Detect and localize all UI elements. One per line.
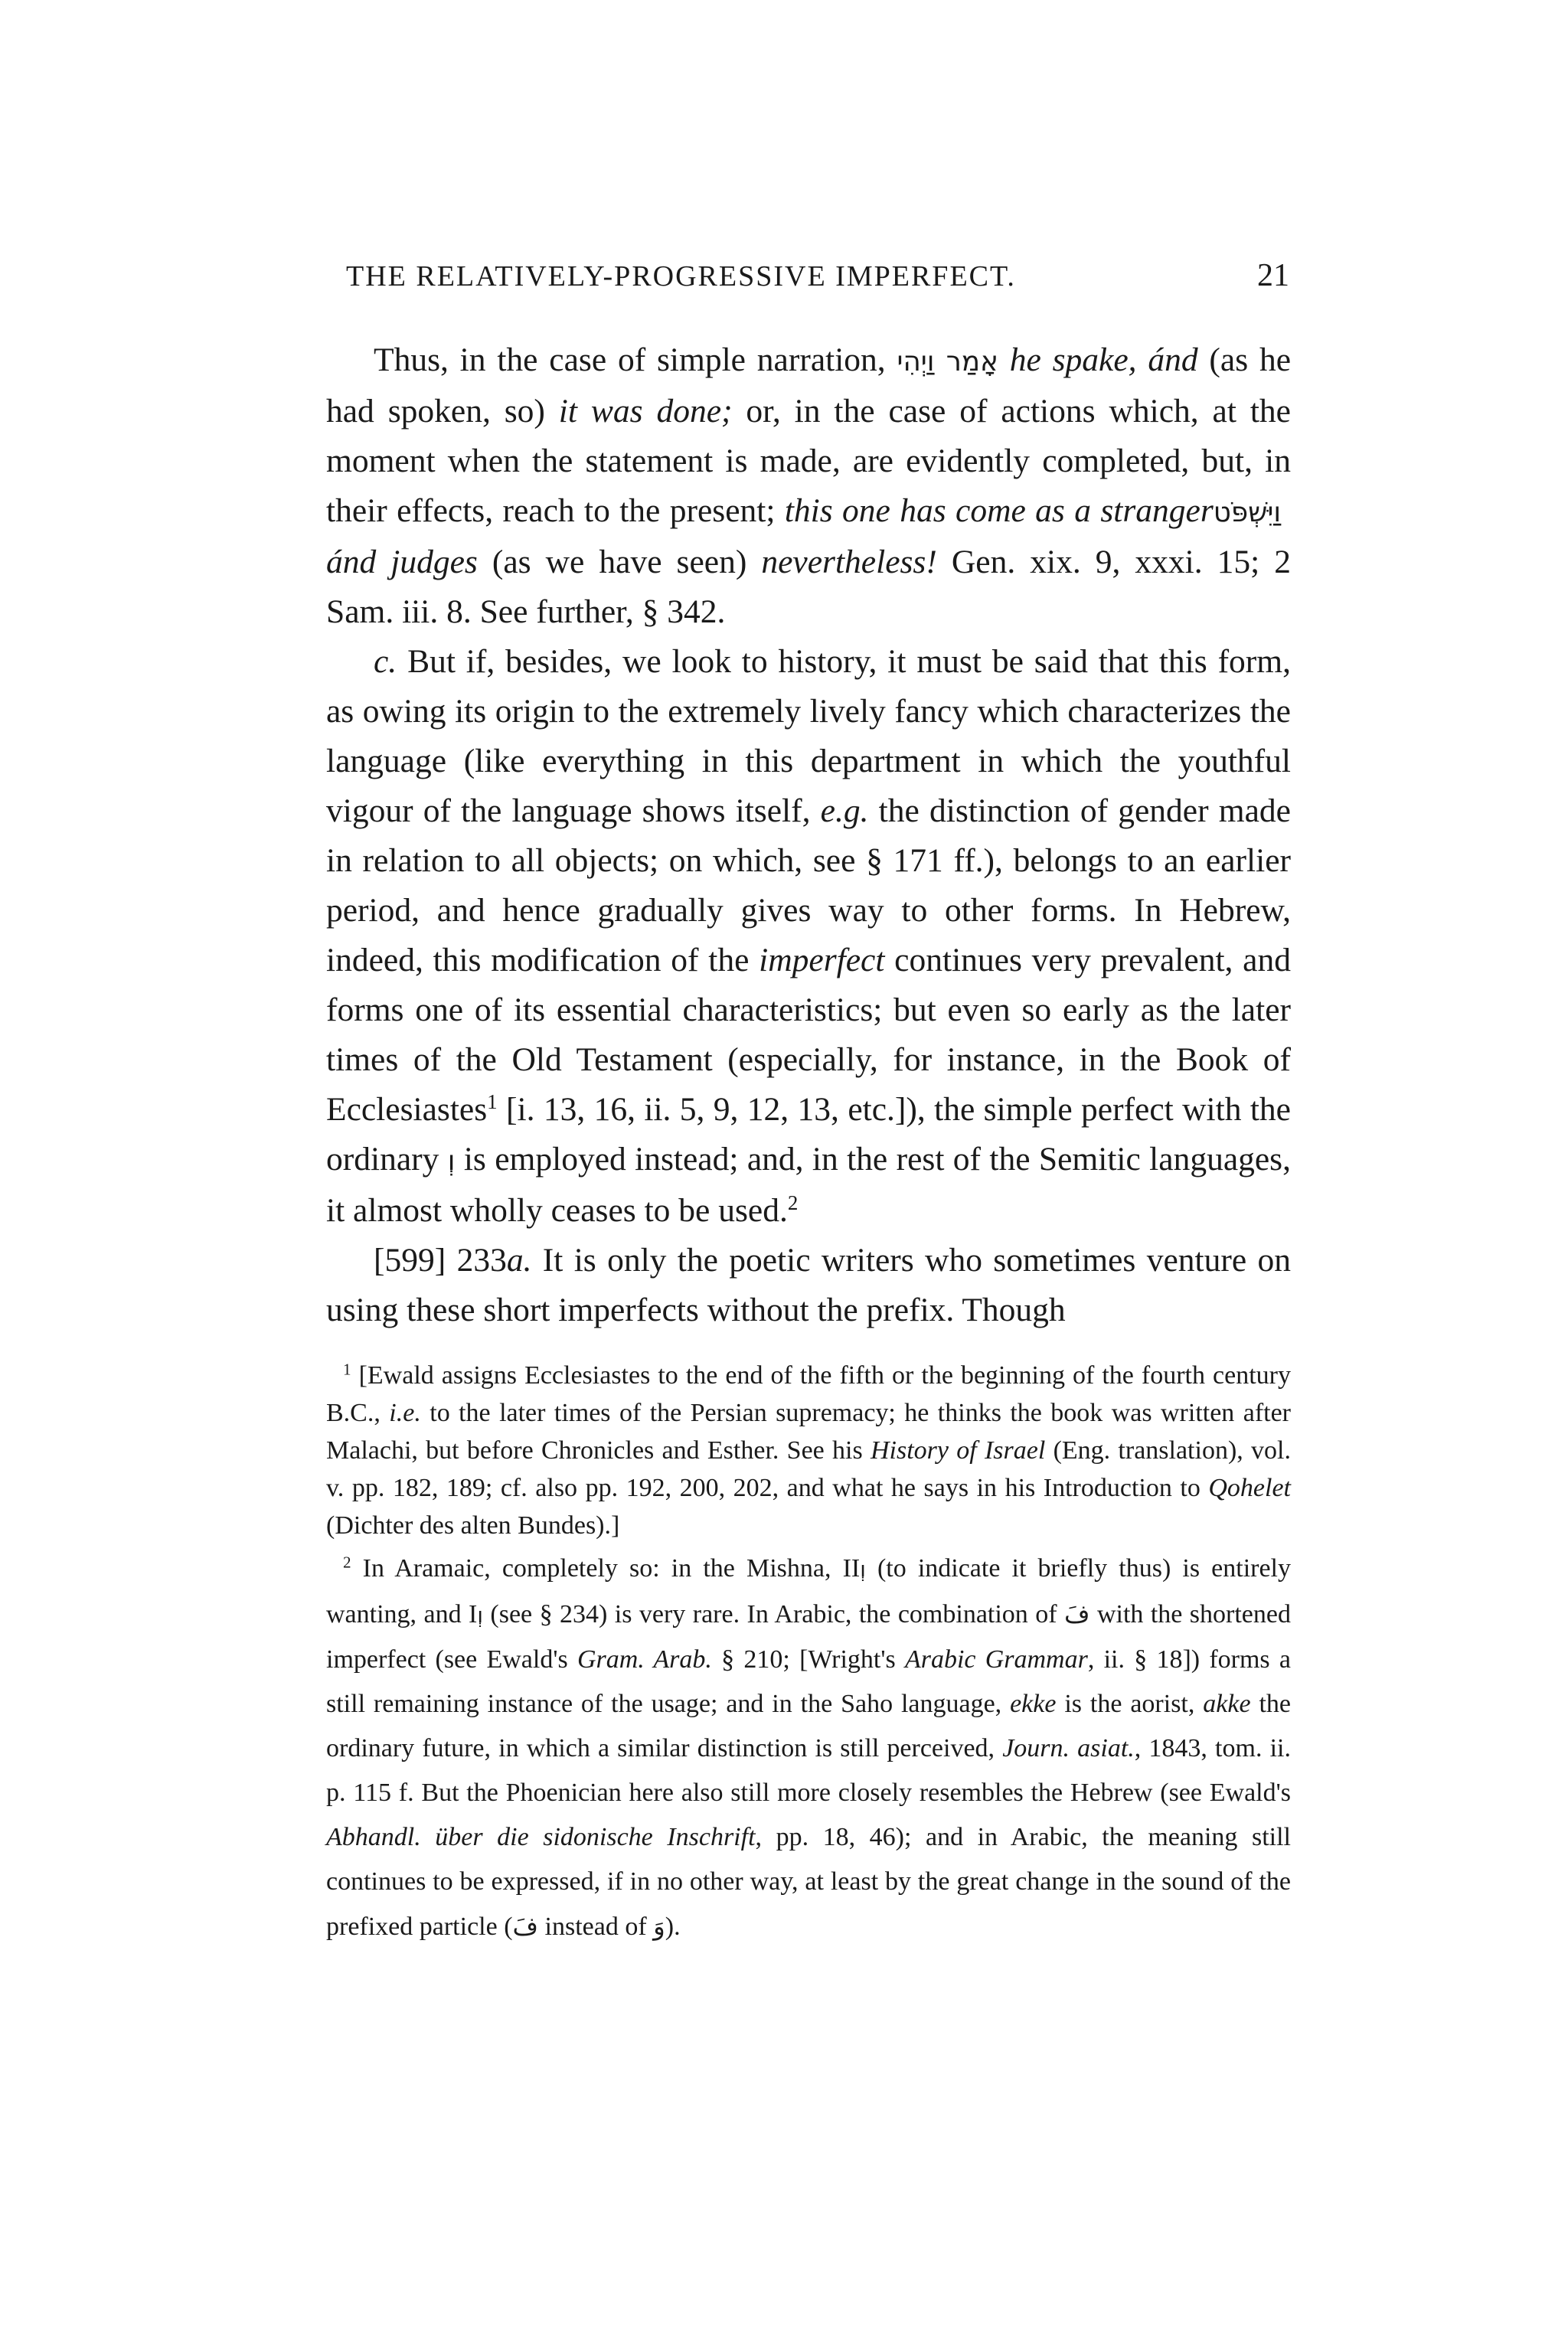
abbrev: B.C.	[326, 1399, 374, 1427]
text-run: the ordinary future, in which a similar distinction is still perceived,	[326, 1690, 1291, 1762]
text-run: ,	[374, 1399, 390, 1427]
book-title: Arabic Grammar	[904, 1645, 1088, 1674]
italic-abbrev: e.g.	[820, 792, 869, 829]
footnote-1	[326, 1357, 1291, 1544]
italic-gloss: ánd judges	[326, 544, 478, 580]
italic-term: imperfect	[759, 942, 885, 978]
main-text	[326, 335, 1291, 1335]
footnote-ref-1: 1	[487, 1090, 498, 1114]
running-title: THE RELATIVELY-PROGRESSIVE IMPERFECT.	[346, 260, 1016, 292]
arabic-letter: وَ	[653, 1912, 665, 1941]
text-run: (Dichter des alten Bundes).]	[326, 1511, 620, 1540]
running-header	[346, 257, 1289, 294]
text-run: (Eng. translation), vol. v. pp. 182, 189; cf. also pp. 192, 200, 202, and what he says in his Introduction to	[326, 1436, 1291, 1502]
paragraph-simple-narration	[326, 335, 1291, 637]
text-run: Gen. xix. 9, xxxi. 15; 2 Sam. iii. 8. See further, § 342.	[326, 544, 1292, 630]
text-run: Thus, in the case of simple narration,	[374, 341, 897, 378]
text-run: It is only the poetic writers who sometimes venture on using these short imperfects without the prefix. Though	[326, 1242, 1291, 1328]
book-title: History of Israel	[870, 1436, 1046, 1465]
italic-word: akke	[1203, 1690, 1251, 1718]
text-run: (as he had spoken, so)	[326, 341, 1291, 430]
italic-word: ekke	[1010, 1690, 1057, 1718]
paragraph-history	[326, 637, 1291, 1236]
page-number: 21	[1257, 258, 1289, 293]
hebrew-vav: וְ	[477, 1602, 483, 1628]
book-title: Qohelet	[1208, 1474, 1291, 1502]
paragraph-599	[326, 1236, 1291, 1335]
hebrew-vav: וְ	[860, 1557, 866, 1582]
footnote-ref-2: 2	[787, 1191, 799, 1215]
hebrew-vav: וְ	[447, 1145, 456, 1177]
italic-gloss: nevertheless!	[761, 544, 937, 580]
italic-abbrev: i.e.	[389, 1399, 421, 1427]
book-title: Gram. Arab.	[577, 1645, 712, 1674]
footnote-2	[326, 1547, 1291, 1949]
text-run: [i. 13, 16, ii. 5, 9, 12, 13, etc.]), the simple perfect with the ordinary	[326, 1091, 1291, 1178]
text-run: is employed instead; and, in the rest of the Semitic languages, it almost wholly ceases to be used.	[326, 1141, 1291, 1229]
text-run: , 1843, tom. ii. p. 115 f. But the Phoenician here also still more closely resembles the Hebrew (see Ewald's	[326, 1734, 1291, 1807]
text-run: But if, besides, we look to history, it must be said that this form, as owing its origin to the extremely lively fancy which characterizes the language (like everything in this department in which the youthful vigour of the language shows itself,	[326, 643, 1291, 829]
journal-title: Journ. asiat.	[1002, 1734, 1135, 1762]
text-run: continues very prevalent, and forms one of its essential characteristics; but even so early as the later times of the Old Testament (especially, for instance, in the Book of Ecclesiastes	[326, 942, 1291, 1128]
text-run: , ii. § 18]) forms a still remaining instance of the usage; and in the Saho language,	[326, 1645, 1291, 1718]
text-run: ).	[665, 1913, 681, 1941]
footnotes	[326, 1357, 1291, 1952]
hebrew-word: וַיִּשְׁפֹּט	[1213, 497, 1291, 528]
text-run: the distinction of gender made in relation to all objects; on which, see § 171 ff.), belongs to an earlier period, and hence gradually gives way to other forms. In Hebrew, indeed, this modification of the	[326, 792, 1291, 978]
text-run: is the aorist,	[1056, 1690, 1204, 1718]
text-run: In Aramaic, completely so: in the Mishna, II	[351, 1554, 861, 1583]
section-letter: a.	[506, 1242, 532, 1279]
section-letter: c.	[374, 643, 397, 680]
italic-gloss: it was done;	[558, 393, 733, 430]
text-run: with the shortened imperfect (see Ewald's	[326, 1600, 1291, 1674]
footnote-marker: 2	[343, 1553, 351, 1572]
text-run: or, in the case of actions which, at the moment when the statement is made, are evidently completed, but, in their effects, reach to the present;	[326, 393, 1291, 529]
text-run: [Ewald assigns Ecclesiastes to the end of the fifth or the beginning of the fourth century	[351, 1361, 1291, 1390]
book-title: Abhandl. über die sidonische Inschrift	[326, 1823, 756, 1851]
text-run: (to indicate it briefly thus) is entirely wanting, and I	[326, 1554, 1291, 1628]
arabic-letter: فَ	[1064, 1599, 1090, 1628]
text-run: instead of	[538, 1913, 654, 1941]
text-run: , pp. 18, 46); and in Arabic, the meaning still continues to be expressed, if in no other way, at least by the great change in the sound of the prefixed particle (	[326, 1823, 1291, 1941]
text-run: § 210; [Wright's	[711, 1645, 905, 1674]
section-number: [599] 233	[374, 1242, 507, 1279]
text-run: (see § 234) is very rare. In Arabic, the combination of	[482, 1600, 1065, 1628]
footnote-marker: 1	[343, 1360, 351, 1379]
italic-gloss: he spake, ánd	[998, 341, 1198, 378]
hebrew-phrase: אָמַר וַיְהִי	[897, 346, 998, 377]
italic-gloss: this one has come as a stranger	[784, 492, 1214, 529]
text-run: (as we have seen)	[477, 544, 762, 580]
arabic-letter: فَ	[512, 1912, 539, 1941]
text-run: to the later times of the Persian supremacy; he thinks the book was written after Malachi, but before Chronicles and Esther. See his	[326, 1399, 1291, 1465]
